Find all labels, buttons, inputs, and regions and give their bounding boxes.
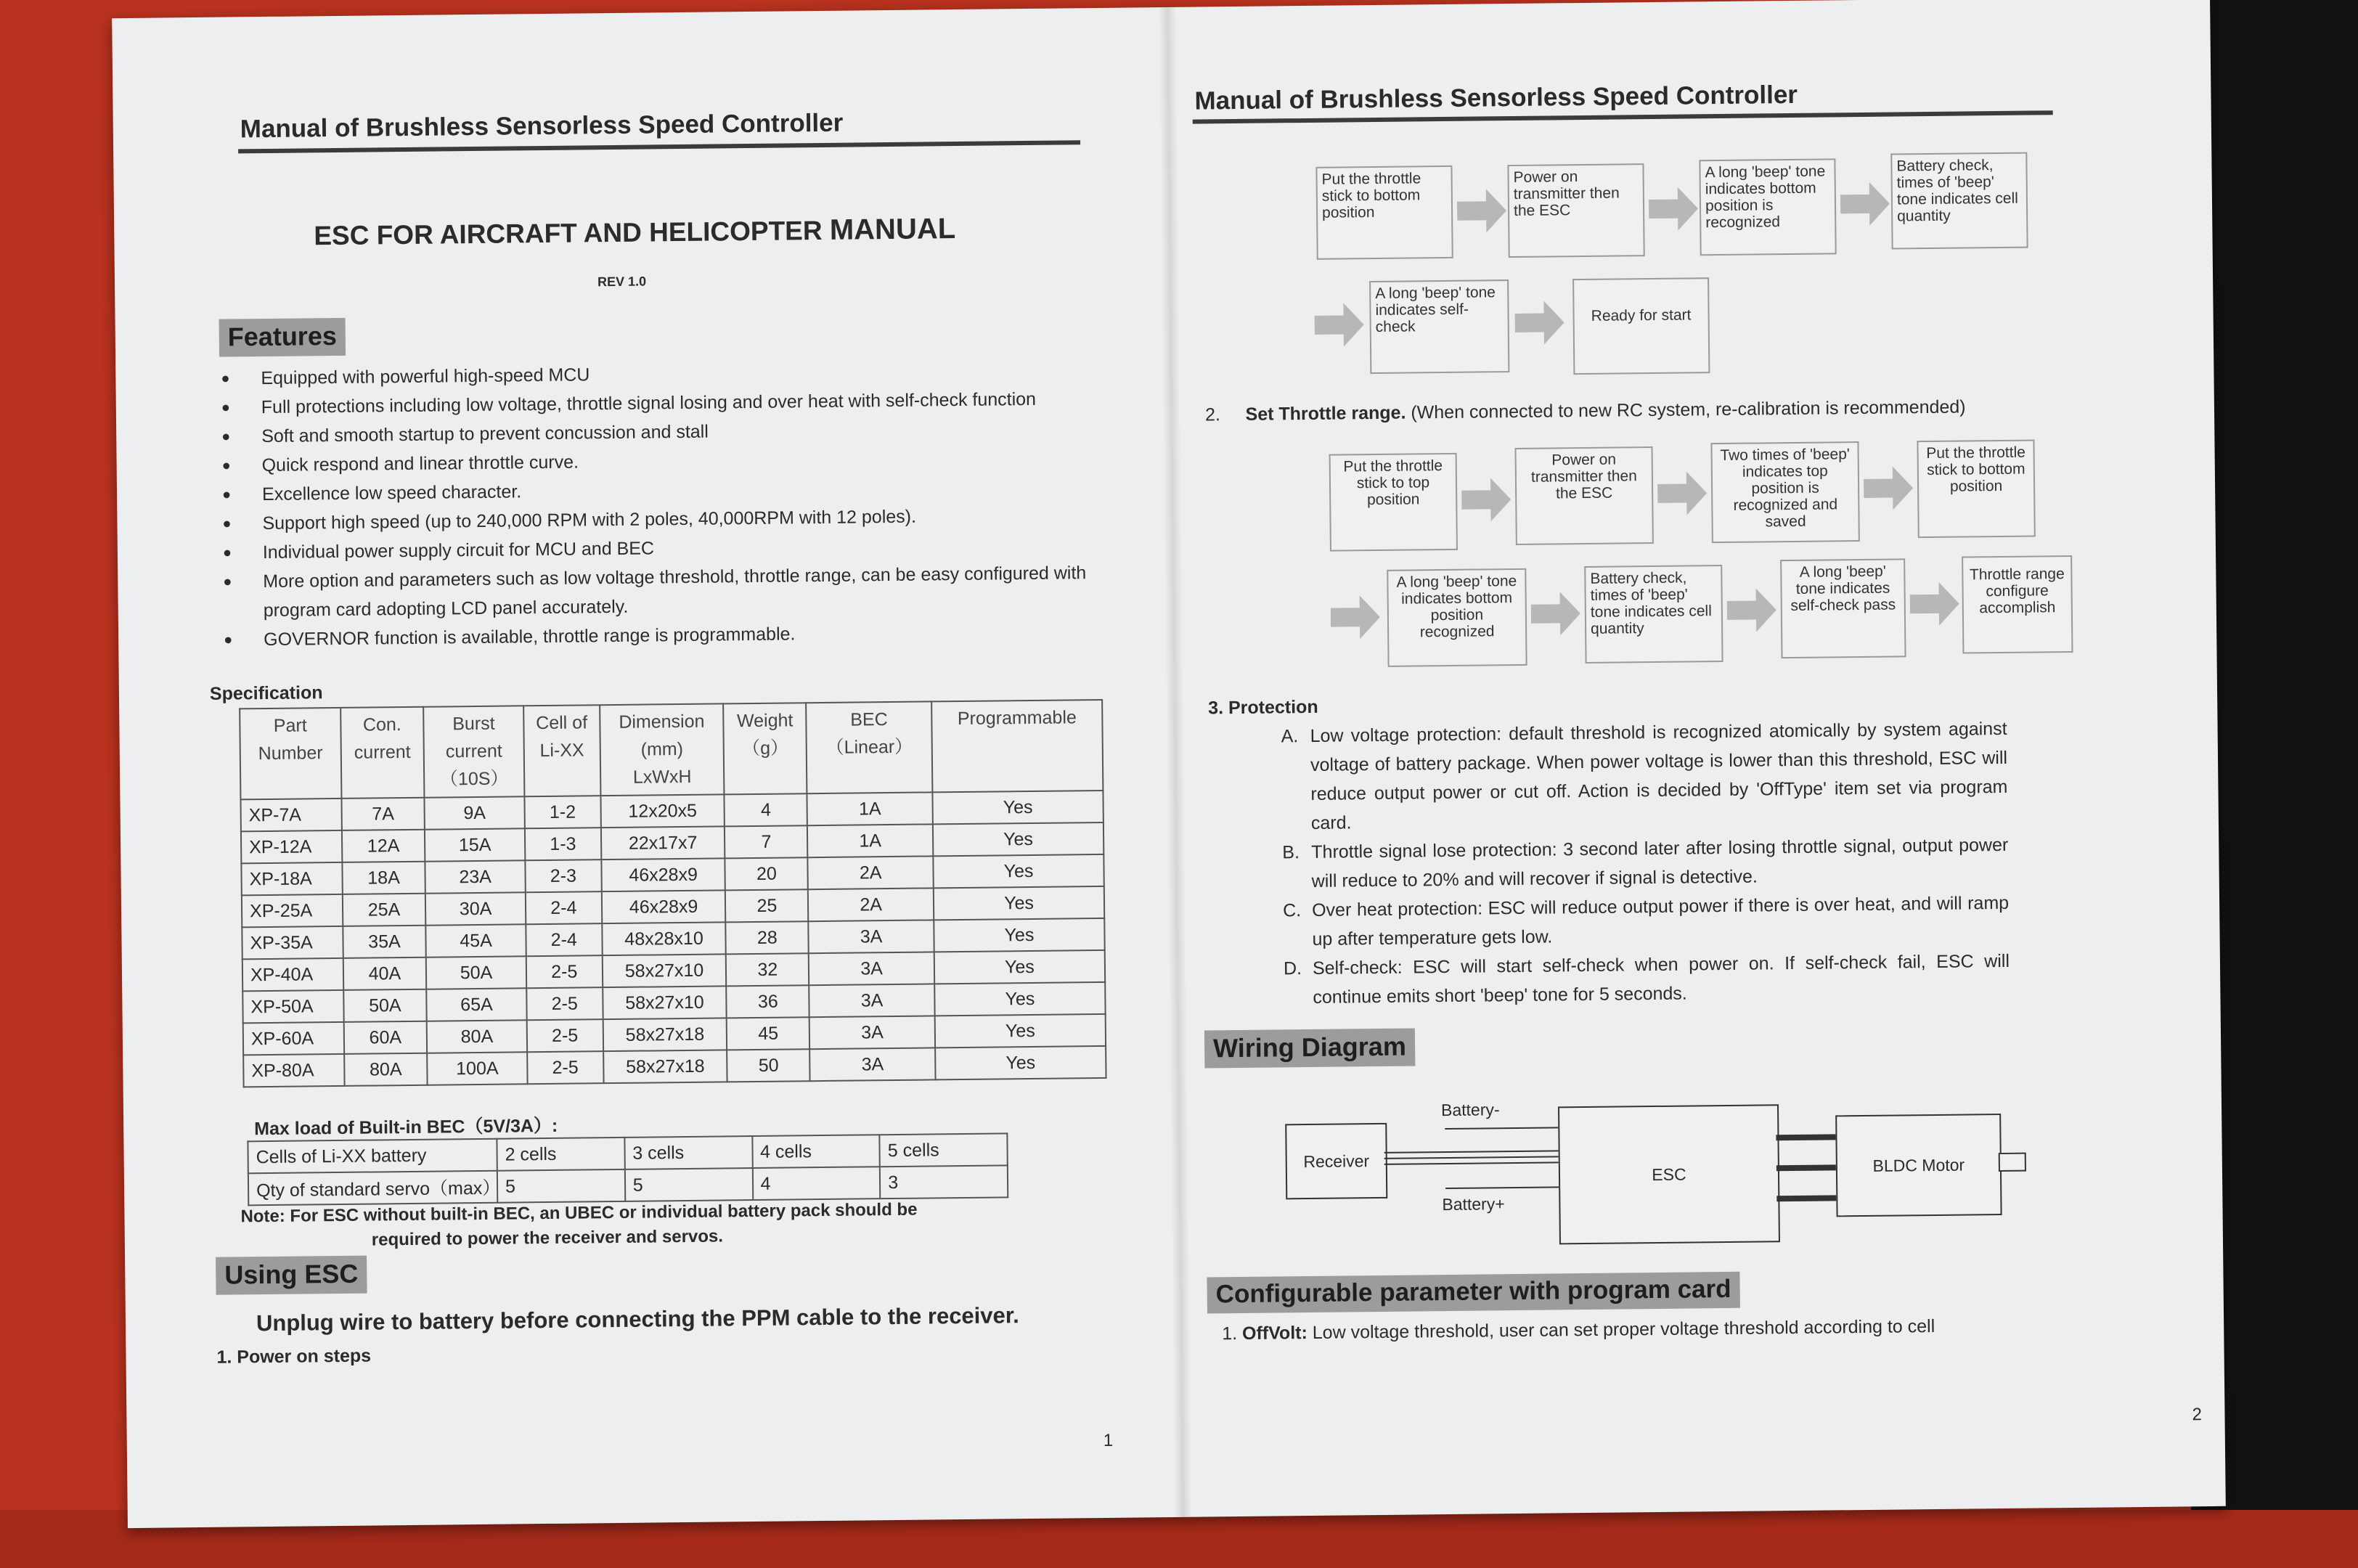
feature-item: ● Quick respond and linear throttle curve. [221,441,1136,480]
feature-item: ● Individual power supply circuit for MCU and BEC [223,528,1138,567]
spec-cell: 80A [427,1020,527,1053]
bec-note [240,1196,1025,1254]
spec-header-line: Con. [362,714,401,735]
spec-header-cell [340,707,425,799]
spec-header-line: current [354,741,411,763]
spec-cell: 46x28x9 [601,858,725,891]
spec-cell: 80A [344,1053,428,1086]
spec-cell: 50A [426,956,526,989]
spec-cell: Yes [933,822,1103,856]
spec-header-line: （g） [742,738,789,759]
spec-header-line: Li-XX [539,740,584,761]
flow-box: Battery check, times of 'beep' tone indicates cell quantity [1890,152,2028,250]
spec-cell: XP-7A [240,799,341,831]
spec-cell: 4 [725,793,807,826]
flow-box: Battery check, times of 'beep' tone indicates cell quantity [1584,565,1723,663]
step-power-on: 1. Power on steps [216,1345,372,1368]
wiring-heading: Wiring Diagram [1204,1028,1415,1068]
bec-cell: 2 cells [497,1138,624,1171]
esc-box: ESC [1558,1104,1780,1244]
note-line-2: required to power the receiver and servos. [371,1226,724,1250]
flow-arrow-icon [1726,584,1778,636]
protection-item [1281,714,2008,838]
spec-cell: 60A [343,1021,427,1054]
wire [1384,1156,1559,1159]
spec-cell: 7A [341,798,425,830]
specification-table [239,699,1106,1087]
bec-load-title: Max load of Built-in BEC（5V/3A）: [254,1115,558,1140]
spec-header-line: LxWxH [632,766,692,788]
spec-cell: 15A [425,828,525,861]
spec-header-cell [240,708,341,799]
wire [1384,1150,1559,1153]
flow-box: Put the throttle stick to bottom position [1917,439,2035,538]
flow-arrow-icon [1461,474,1513,526]
feature-item: ● Equipped with powerful high-speed MCU [221,354,1135,393]
protection-text: Throttle signal lose protection: 3 second later after losing throttle signal, output power will reduce to 20% and will recover if signal is detective. [1311,834,2009,891]
page-1 [112,7,1173,1528]
protection-text: Self-check: ESC will start self-check when power on. If self-check fail, ESC will continue emits short 'beep' tone for 5 seconds. [1312,950,2010,1008]
config-heading: Configurable parameter with program card [1207,1272,1739,1314]
spec-cell: Yes [933,854,1103,888]
spec-cell: 12A [342,830,425,862]
spec-header-line: （Linear） [825,736,913,758]
protection-item [1282,830,2009,896]
spec-cell: XP-40A [242,958,343,991]
flow-arrow-icon [1649,183,1700,234]
spec-cell: 40A [343,957,426,990]
spec-cell: 25A [343,894,426,926]
spec-cell: 100A [427,1052,527,1085]
flow-box: Power on transmitter then the ESC [1507,163,1644,258]
flow-arrow-icon [1514,297,1566,348]
throttle-range-heading [1205,396,1966,425]
flow-box: A long 'beep' tone indicates self-check pass [1780,558,1906,658]
spec-cell: 2-5 [526,987,603,1020]
spec-cell: 22x17x7 [601,826,725,859]
title-main: ESC FOR AIRCRAFT AND HELICOPTER [314,215,823,251]
spec-cell: 35A [343,926,426,958]
param-offvolt [1222,1316,1935,1344]
spec-cell: 1-3 [525,828,601,860]
spec-header-line: (mm) [640,739,684,760]
bec-cell: 5 [497,1169,625,1203]
spec-cell: 36 [727,985,809,1018]
unplug-warning: Unplug wire to battery before connecting the PPM cable to the receiver. [256,1302,1019,1336]
throttle-bold: Set Throttle range. [1245,402,1406,425]
spec-header-line: Weight [736,710,794,732]
title-big: MANUAL [829,213,956,246]
spec-cell: 3A [809,984,934,1017]
spec-cell: 20 [725,857,808,890]
protection-text: Over heat protection: ESC will reduce output power if there is over heat, and will ramp up after temperature gets low. [1311,892,2010,950]
spec-cell: 23A [425,860,526,893]
spec-header-line: （10S） [439,768,509,790]
manual-sheet [112,0,2226,1528]
spec-cell: XP-50A [242,990,343,1023]
spec-cell: 30A [425,892,526,925]
bec-cell: 5 cells [880,1133,1008,1167]
spec-header-line: Cell of [536,712,588,734]
motor-shaft [1999,1153,2026,1172]
feature-item: ● Full protections including low voltage, throttle signal losing and over heat with self-check function [221,383,1136,422]
feature-item: ● Excellence low speed character. [222,470,1137,509]
bec-cell: 4 cells [752,1135,880,1168]
spec-header-line: current [445,740,502,762]
spec-cell: 32 [726,953,809,986]
bec-load-table [247,1132,1008,1206]
motor-box: BLDC Motor [1835,1114,2002,1217]
bec-cell: Qty of standard servo（max） [248,1171,497,1206]
flow-arrow-icon [1840,179,1892,230]
spec-cell: 2A [808,856,934,889]
spec-header-cell [600,703,725,796]
spec-cell: Yes [935,1014,1106,1048]
spec-header-line: Number [258,743,323,764]
spec-cell: 3A [809,952,934,985]
bec-cell: 4 [752,1167,880,1200]
flow-arrow-icon [1314,299,1366,351]
spec-cell: Yes [935,1046,1106,1079]
protection-text: Low voltage protection: default threshold is recognized atomically by system against voltage of battery package. When power voltage is lower than this threshold, ESC will reduce output power or cut off. Action is decided by 'OffType' item set via program card. [1310,718,2008,833]
running-head-right: Manual of Brushless Sensorless Speed Controller [1194,80,1798,115]
flow-box: A long 'beep' tone indicates bottom position is recognized [1699,158,1836,256]
feature-item: ● More option and parameters such as low voltage threshold, throttle range, can be easy configured with program card adopting LCD panel accurately. [223,558,1138,625]
protection-letter: B. [1282,842,1300,863]
spec-header-line: Dimension [619,711,705,732]
spec-cell: 50A [343,989,427,1022]
feature-item: ● GOVERNOR function is available, throttle range is programmable. [224,616,1138,654]
battery-pos-label: Battery+ [1442,1194,1505,1214]
flow-box: A long 'beep' tone indicates bottom position recognized [1387,568,1527,667]
spec-cell: 28 [726,921,809,954]
page-number-2: 2 [2192,1405,2202,1425]
page-number-1: 1 [1103,1430,1114,1450]
flow-arrow-icon [1331,592,1382,643]
spec-cell: 3A [809,1016,935,1049]
spec-cell: 18A [342,862,425,894]
throttle-rest: (When connected to new RC system, re-calibration is recommended) [1411,396,1966,423]
spec-header-cell [806,701,932,793]
spec-cell: 48x28x10 [602,922,726,955]
spec-cell: 1-2 [524,796,600,828]
param-num: 1. [1222,1323,1238,1344]
wire [1384,1161,1559,1165]
bec-cell: 3 [880,1165,1008,1199]
bec-cell: Cells of Li-XX battery [248,1139,497,1174]
spec-cell: 58x27x18 [603,1018,727,1051]
spec-cell: 2-5 [526,955,603,988]
spec-cell: XP-80A [243,1054,344,1087]
spec-header-cell [523,705,600,796]
protection-heading: 3. Protection [1208,696,1318,719]
battery-pos-wire [1445,1186,1559,1189]
spec-cell: 1A [807,824,933,857]
spec-cell: 65A [426,988,526,1021]
flow-arrow-icon [1457,185,1509,237]
feature-item: ● Soft and smooth startup to prevent concussion and stall [221,412,1136,451]
receiver-box: Receiver [1285,1123,1387,1199]
spec-cell: 46x28x9 [601,890,725,923]
battery-neg-label: Battery- [1440,1100,1500,1120]
spec-cell: XP-18A [241,862,342,895]
page-2 [1172,0,2233,1517]
protection-letter: D. [1283,958,1302,979]
motor-wire [1776,1134,1835,1140]
spec-cell: 2-4 [526,923,602,956]
spec-header-line: Programmable [957,707,1077,730]
spec-header-line: BEC [850,709,888,730]
spec-cell: 1A [807,792,933,825]
spec-cell: 2-3 [525,859,601,892]
spec-cell: Yes [934,918,1104,952]
flow-box: Put the throttle stick to top position [1329,453,1458,552]
bec-cell: 5 [625,1168,753,1201]
flow-box: Throttle range configure accomplish [1962,555,2073,654]
protection-letter: A. [1281,726,1299,747]
spec-cell: 58x27x10 [602,954,726,987]
spec-cell: 2-5 [527,1019,603,1052]
spec-cell: 58x27x10 [603,986,727,1019]
spec-cell: 2-5 [527,1051,603,1084]
param-name: OffVolt: [1241,1323,1307,1344]
spec-cell: XP-35A [242,926,343,959]
specification-label: Specification [209,682,323,704]
feature-item: ● Support high speed (up to 240,000 RPM with 2 poles, 40,000RPM with 12 poles). [222,499,1137,538]
spec-header-line: Part [273,715,307,736]
motor-wire [1776,1195,1836,1201]
bec-cell: 3 cells [624,1136,752,1169]
spec-cell: 3A [809,920,934,953]
spec-cell: 3A [809,1048,935,1081]
spec-cell: 58x27x18 [603,1050,727,1083]
spec-cell: 12x20x5 [600,794,725,828]
protection-item [1284,947,2010,1012]
spec-cell: 9A [425,796,525,829]
spec-cell: 45 [727,1017,809,1050]
using-esc-heading: Using ESC [216,1256,367,1295]
flow-box: Put the throttle stick to bottom position [1315,166,1453,260]
spec-header-cell [931,700,1103,792]
flow-arrow-icon [1909,579,1961,630]
spec-header-line: Burst [452,713,495,735]
wiring-diagram [1285,1087,2085,1262]
spec-cell: XP-60A [243,1022,344,1055]
throttle-num: 2. [1204,404,1220,425]
spec-cell: 45A [425,924,526,957]
spec-cell: 2A [808,888,934,921]
protection-item [1283,889,2010,954]
revision: REV 1.0 [597,274,647,290]
spec-cell: Yes [934,982,1105,1016]
spec-header-cell [423,706,524,797]
flow-box: A long 'beep' tone indicates self-check [1369,279,1509,374]
flow-arrow-icon [1864,462,1915,514]
spec-cell: Yes [932,791,1103,824]
note-line-1: Note: For ESC without built-in BEC, an UBEC or individual battery pack should be [240,1199,918,1227]
running-head-left: Manual of Brushless Sensorless Speed Controller [240,108,844,144]
document-title [314,213,955,252]
features-heading: Features [219,318,346,357]
flow-arrow-icon [1657,467,1709,519]
spec-cell: XP-25A [242,894,343,927]
flow-box: Power on transmitter then the ESC [1514,446,1653,545]
spec-cell: XP-12A [241,830,342,863]
param-text: Low voltage threshold, user can set proper voltage threshold according to cell [1312,1315,1935,1343]
features-list [221,354,1138,654]
protection-list [1281,714,2010,1012]
spec-cell: 50 [727,1049,810,1082]
spec-header-cell [724,703,807,794]
battery-neg-wire [1445,1127,1558,1130]
flow-box-ready: Ready for start [1572,277,1710,375]
spec-cell: 2-4 [526,891,602,924]
flow-arrow-icon [1531,588,1583,640]
spec-cell: 25 [725,889,808,922]
motor-wire [1776,1164,1836,1171]
spec-cell: Yes [934,950,1105,984]
flow-box: Two times of 'beep' indicates top position is recognized and saved [1710,441,1859,543]
spec-cell: Yes [934,886,1104,920]
protection-letter: C. [1283,900,1302,921]
spec-cell: 7 [725,825,807,858]
